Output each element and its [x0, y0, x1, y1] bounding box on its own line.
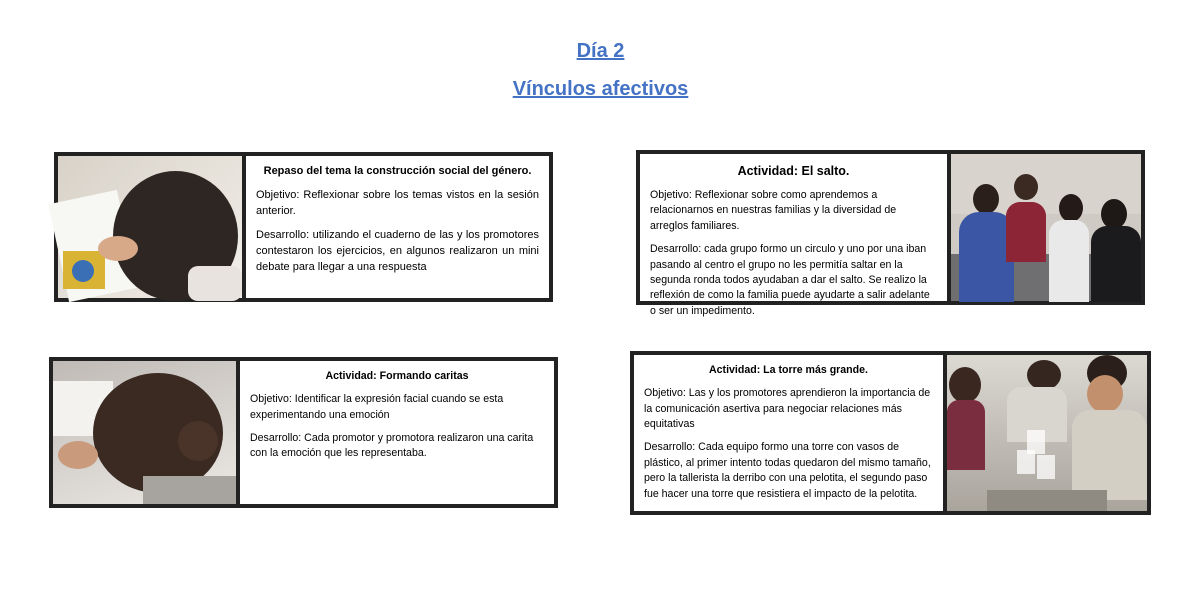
activity-objective: Objetivo: Las y los promotores aprendieron la importancia de la comunicación asertiva para negociar relaciones más equitativas — [644, 387, 931, 431]
activity-photo-cups — [947, 355, 1147, 511]
activity-objective: Objetivo: Reflexionar sobre los temas vistos en la sesión anterior. — [256, 188, 539, 217]
activity-title: Repaso del tema la construcción social del género. — [263, 165, 532, 177]
activity-photo-drawing — [53, 361, 236, 504]
activity-card-review — [54, 152, 553, 302]
activity-text — [240, 361, 554, 504]
activity-development: Desarrollo: Cada promotor y promotora realizaron una carita con la emoción que les representaba. — [250, 432, 534, 460]
activity-development: Desarrollo: Cada equipo formo una torre con vasos de plástico, al primer intento todas quedaron del mismo tamaño, pero la tallerista la derribo con una pelotita, el segundo paso fue hacer una torre que resistiera el impacto de la pelotita. — [644, 441, 931, 500]
activity-photo-group — [951, 154, 1141, 301]
activity-objective: Objetivo: Identificar la expresión facial cuando se esta experimentando una emoción — [250, 393, 504, 421]
activity-title: Actividad: El salto. — [737, 164, 850, 178]
day-heading: Día 2 — [576, 40, 625, 62]
activity-objective: Objetivo: Reflexionar sobre como aprendemos a relacionarnos en nuestras familias y la diversidad de arreglos familiares. — [650, 189, 897, 232]
topic-heading: Vínculos afectivos — [512, 78, 689, 100]
activity-development: Desarrollo: utilizando el cuaderno de las y los promotores contestaron los ejercicios, en algunos realizaron un mini debate para llegar a una respuesta — [256, 228, 539, 273]
activity-title: Actividad: Formando caritas — [325, 370, 469, 382]
activity-text — [634, 355, 943, 511]
activity-text — [640, 154, 947, 317]
activity-card-faces — [49, 357, 558, 508]
activity-photo-notebook — [58, 156, 242, 298]
activity-card-tower — [630, 351, 1151, 515]
activity-text — [246, 156, 549, 298]
activity-title: Actividad: La torre más grande. — [709, 364, 868, 376]
activity-development: Desarrollo: cada grupo formo un circulo y uno por una iban pasando al centro el grupo no les permitía saltar en la segunda ronda todos ayudaban a dar el salto. Se realizo la reflexión de como la familia puede ayudarte a salir adelante o ser un impedimento. — [650, 243, 930, 317]
activity-card-jump — [636, 150, 1145, 317]
